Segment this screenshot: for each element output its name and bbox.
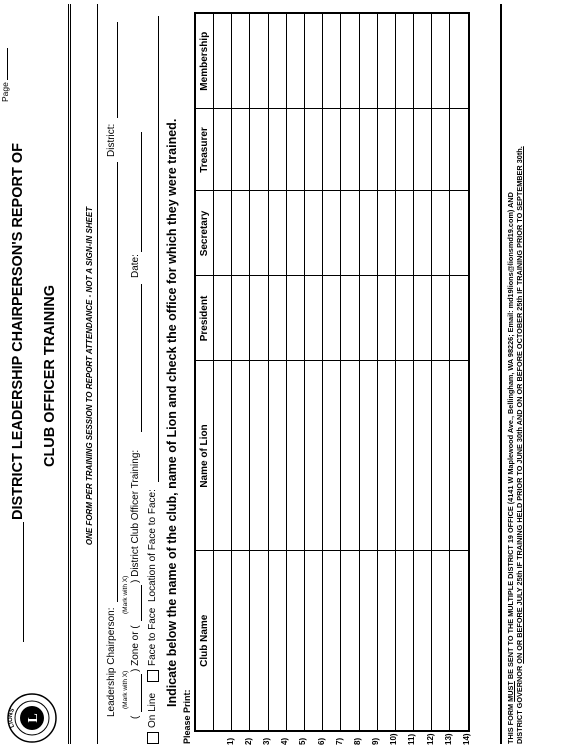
secretary-cell[interactable] bbox=[395, 191, 413, 276]
row-number: 3) bbox=[261, 737, 271, 745]
lion-name-cell[interactable] bbox=[304, 361, 322, 551]
lion-name-cell[interactable] bbox=[432, 361, 450, 551]
club-name-cell[interactable] bbox=[232, 551, 253, 745]
footer-instructions: THIS FORM MUST BE SENT TO THE MULTIPLE DISTRICT 19 OFFICE (4141 W Maplewood Ave., Bellingham, WA 98226; Email: md19lions@lionsmd19.com) AND DISTRICT GOVERNOR ON OR BEFORE JULY 25th IF TRAINING HELD PRIOR TO JUNE 30th AND ON OR BEFORE OCTOBER 25th IF TRAINING PRIOR TO SEPTEMBER 30th. bbox=[506, 146, 524, 744]
leadership-chairperson-label: Leadership Chairperson: bbox=[106, 607, 117, 717]
treasurer-cell[interactable] bbox=[232, 109, 250, 191]
instruction-text: Indicate below the name of the club, name of Lion and check the office for which they were trained. bbox=[165, 118, 179, 707]
treasurer-cell[interactable] bbox=[377, 109, 395, 191]
table-row bbox=[214, 13, 232, 731]
club-name-cell[interactable] bbox=[214, 551, 235, 745]
club-name-cell[interactable] bbox=[250, 551, 271, 745]
treasurer-cell[interactable] bbox=[432, 109, 450, 191]
lion-name-cell[interactable] bbox=[250, 361, 268, 551]
club-name-cell[interactable] bbox=[323, 551, 344, 745]
mark-with-x-note-2: (Mark with X) bbox=[122, 575, 129, 614]
membership-cell[interactable] bbox=[304, 13, 322, 109]
row-number: 4) bbox=[280, 737, 290, 745]
president-cell[interactable] bbox=[268, 276, 286, 361]
row-number: 6) bbox=[316, 737, 326, 745]
table-row bbox=[304, 13, 322, 731]
lion-name-cell[interactable] bbox=[395, 361, 413, 551]
membership-cell[interactable] bbox=[377, 13, 395, 109]
table-row bbox=[414, 13, 432, 731]
footer-divider bbox=[500, 4, 502, 744]
column-header: Secretary bbox=[195, 191, 214, 276]
president-cell[interactable] bbox=[341, 276, 359, 361]
row-number: 13) bbox=[443, 733, 453, 745]
president-cell[interactable] bbox=[250, 276, 268, 361]
lion-name-cell[interactable] bbox=[341, 361, 359, 551]
club-name-cell[interactable] bbox=[395, 551, 417, 745]
secretary-cell[interactable] bbox=[359, 191, 377, 276]
secretary-cell[interactable] bbox=[268, 191, 286, 276]
lion-name-cell[interactable] bbox=[377, 361, 395, 551]
leadership-chairperson-field[interactable] bbox=[117, 162, 118, 602]
president-cell[interactable] bbox=[359, 276, 377, 361]
date-field[interactable] bbox=[141, 132, 142, 252]
row-number: 2) bbox=[243, 737, 253, 745]
zone-open-paren: ( bbox=[130, 715, 141, 719]
secretary-cell[interactable] bbox=[214, 191, 232, 276]
lion-name-cell[interactable] bbox=[323, 361, 341, 551]
lion-name-cell[interactable] bbox=[450, 361, 469, 551]
table-row bbox=[323, 13, 341, 731]
club-name-cell[interactable] bbox=[341, 551, 362, 745]
treasurer-cell[interactable] bbox=[286, 109, 304, 191]
membership-cell[interactable] bbox=[214, 13, 232, 109]
treasurer-cell[interactable] bbox=[395, 109, 413, 191]
secretary-cell[interactable] bbox=[341, 191, 359, 276]
form-title-line1: DISTRICT LEADERSHIP CHAIRPERSON'S REPORT OF bbox=[10, 143, 26, 642]
title-divider bbox=[68, 4, 71, 744]
column-header: Name of Lion bbox=[195, 361, 214, 551]
table-header-row bbox=[195, 13, 214, 731]
please-print-label: Please Print: bbox=[182, 689, 192, 744]
secretary-cell[interactable] bbox=[432, 191, 450, 276]
on-line-label: On Line bbox=[147, 692, 158, 728]
president-cell[interactable] bbox=[414, 276, 432, 361]
location-field[interactable] bbox=[158, 16, 159, 482]
row-number: 1) bbox=[225, 737, 235, 745]
club-name-cell[interactable] bbox=[377, 551, 399, 745]
lion-name-cell[interactable] bbox=[359, 361, 377, 551]
president-cell[interactable] bbox=[232, 276, 250, 361]
membership-cell[interactable] bbox=[341, 13, 359, 109]
treasurer-cell[interactable] bbox=[250, 109, 268, 191]
table-row bbox=[432, 13, 450, 731]
secretary-cell[interactable] bbox=[304, 191, 322, 276]
president-cell[interactable] bbox=[323, 276, 341, 361]
form-title-line2: CLUB OFFICER TRAINING bbox=[42, 284, 58, 468]
membership-cell[interactable] bbox=[414, 13, 432, 109]
membership-cell[interactable] bbox=[268, 13, 286, 109]
club-name-cell[interactable] bbox=[304, 551, 326, 745]
president-cell[interactable] bbox=[286, 276, 304, 361]
column-header: Club Name bbox=[195, 551, 214, 731]
club-name-cell[interactable] bbox=[359, 551, 381, 745]
treasurer-cell[interactable] bbox=[450, 109, 469, 191]
row-number: 11) bbox=[407, 733, 417, 745]
table-row bbox=[341, 13, 359, 731]
membership-cell[interactable] bbox=[286, 13, 304, 109]
face-to-face-label: Face to Face bbox=[147, 607, 158, 666]
column-header: Treasurer bbox=[195, 109, 214, 191]
district-field[interactable] bbox=[117, 22, 118, 118]
treasurer-cell[interactable] bbox=[304, 109, 322, 191]
notice-divider bbox=[97, 4, 98, 744]
table-row bbox=[250, 13, 268, 731]
lion-name-cell[interactable] bbox=[232, 361, 250, 551]
treasurer-cell[interactable] bbox=[341, 109, 359, 191]
notice-text: ONE FORM PER TRAINING SESSION TO REPORT ATTENDANCE - NOT A SIGN-IN SHEET bbox=[85, 206, 94, 546]
row-number: 9) bbox=[371, 737, 381, 745]
treasurer-cell[interactable] bbox=[268, 109, 286, 191]
club-name-cell[interactable] bbox=[286, 551, 308, 745]
secretary-cell[interactable] bbox=[323, 191, 341, 276]
on-line-checkbox[interactable] bbox=[147, 732, 159, 744]
row-number: 10) bbox=[389, 733, 399, 745]
date-label: Date: bbox=[130, 254, 141, 278]
treasurer-cell[interactable] bbox=[414, 109, 432, 191]
column-header: Membership bbox=[195, 13, 214, 109]
svg-text:L: L bbox=[26, 713, 41, 723]
attendance-table bbox=[194, 12, 472, 745]
lion-name-cell[interactable] bbox=[268, 361, 286, 551]
president-cell[interactable] bbox=[377, 276, 395, 361]
secretary-cell[interactable] bbox=[232, 191, 250, 276]
table-row bbox=[395, 13, 413, 731]
club-name-cell[interactable] bbox=[268, 551, 290, 745]
zone-or-label: ) Zone or ( bbox=[130, 625, 141, 672]
president-cell[interactable] bbox=[432, 276, 450, 361]
treasurer-cell[interactable] bbox=[359, 109, 377, 191]
club-name-cell[interactable] bbox=[414, 551, 435, 745]
table-row bbox=[232, 13, 250, 731]
district-training-mark-field[interactable] bbox=[141, 585, 142, 621]
svg-text:LIONS: LIONS bbox=[7, 707, 17, 729]
row-number: 7) bbox=[334, 737, 344, 745]
row-number: 8) bbox=[352, 737, 362, 745]
table-row bbox=[359, 13, 377, 731]
membership-cell[interactable] bbox=[359, 13, 377, 109]
membership-cell[interactable] bbox=[232, 13, 250, 109]
lion-name-cell[interactable] bbox=[414, 361, 432, 551]
face-to-face-checkbox[interactable] bbox=[147, 670, 159, 682]
secretary-cell[interactable] bbox=[450, 191, 469, 276]
row-number: 5) bbox=[298, 737, 308, 745]
zone-mark-field[interactable] bbox=[141, 674, 142, 712]
membership-cell[interactable] bbox=[250, 13, 268, 109]
row-number: 12) bbox=[425, 733, 435, 745]
mark-with-x-note-1: (Mark with X) bbox=[122, 670, 129, 709]
table-row bbox=[268, 13, 286, 731]
secretary-cell[interactable] bbox=[286, 191, 304, 276]
membership-cell[interactable] bbox=[395, 13, 413, 109]
secretary-cell[interactable] bbox=[414, 191, 432, 276]
treasurer-cell[interactable] bbox=[214, 109, 232, 191]
secretary-cell[interactable] bbox=[250, 191, 268, 276]
table-row bbox=[286, 13, 304, 731]
membership-cell[interactable] bbox=[323, 13, 341, 109]
president-cell[interactable] bbox=[214, 276, 232, 361]
president-cell[interactable] bbox=[395, 276, 413, 361]
secretary-cell[interactable] bbox=[377, 191, 395, 276]
district-training-field[interactable] bbox=[141, 284, 142, 432]
membership-cell[interactable] bbox=[450, 13, 469, 109]
row-number: 14) bbox=[462, 733, 472, 745]
lion-name-cell[interactable] bbox=[286, 361, 304, 551]
president-cell[interactable] bbox=[450, 276, 469, 361]
page-number-label: Page bbox=[0, 48, 10, 102]
district-label: District: bbox=[106, 123, 117, 157]
club-name-cell[interactable] bbox=[450, 551, 472, 745]
table-row bbox=[377, 13, 395, 731]
location-label: Location of Face to Face: bbox=[147, 489, 158, 602]
club-name-cell[interactable] bbox=[432, 551, 453, 745]
district-training-label: ) District Club Officer Training: bbox=[130, 449, 141, 583]
lion-name-cell[interactable] bbox=[214, 361, 232, 551]
membership-cell[interactable] bbox=[432, 13, 450, 109]
table-row bbox=[450, 13, 469, 731]
column-header: President bbox=[195, 276, 214, 361]
president-cell[interactable] bbox=[304, 276, 322, 361]
treasurer-cell[interactable] bbox=[323, 109, 341, 191]
